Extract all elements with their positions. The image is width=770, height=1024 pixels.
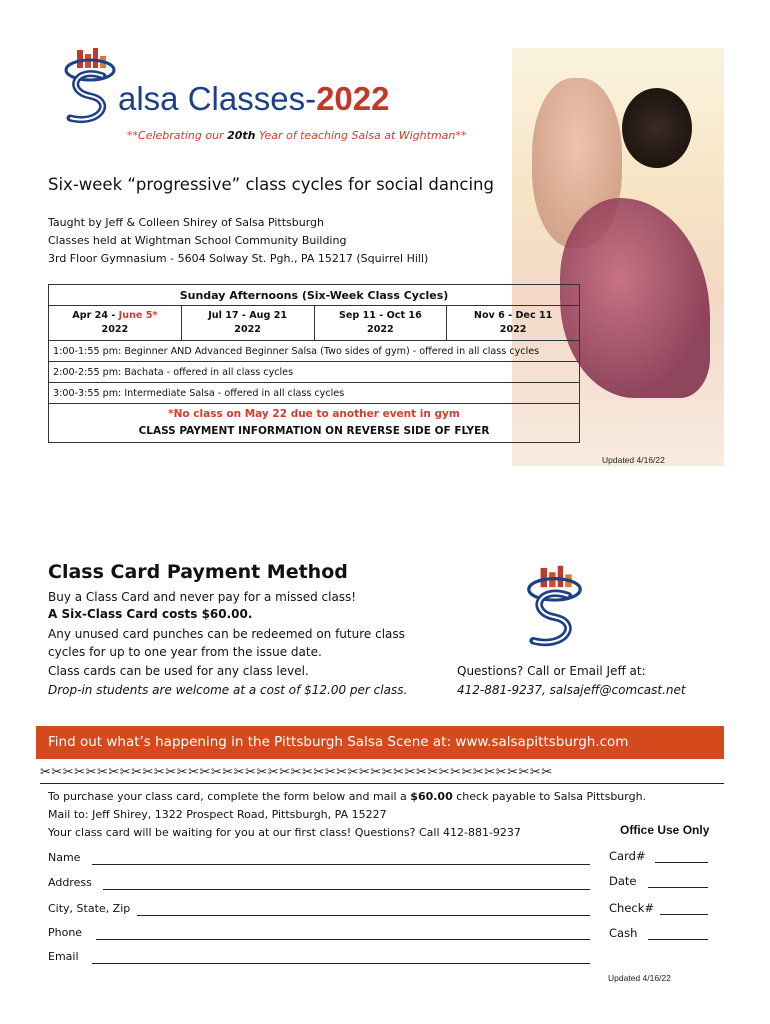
schedule-table: [48, 284, 580, 443]
office-date-field[interactable]: [648, 887, 708, 888]
cycle-1: [49, 306, 182, 341]
dancer-hair: [622, 88, 692, 168]
address-label: Address: [48, 876, 92, 889]
schedule-notes: [49, 404, 580, 443]
cycle-3-year: 2022: [367, 324, 394, 335]
name-label: Name: [48, 851, 81, 864]
cut-line-scissors: ✂✂✂✂✂✂✂✂✂✂✂✂✂✂✂✂✂✂✂✂✂✂✂✂✂✂✂✂✂✂✂✂✂✂✂✂✂✂✂✂✂✂✂✂✂: [40, 765, 724, 784]
class-card-line-2: A Six-Class Card costs $60.00.: [48, 607, 253, 621]
questions-label: Questions? Call or Email Jeff at:: [457, 664, 646, 678]
schedule-row-intermediate: 3:00-3:55 pm: Intermediate Salsa - offered in all class cycles: [49, 383, 580, 404]
info-line-address: 3rd Floor Gymnasium - 5604 Solway St. Pgh., PA 15217 (Squirrel Hill): [48, 252, 429, 265]
updated-date-top: Updated 4/16/22: [602, 455, 665, 465]
dancer-dress: [560, 198, 710, 398]
subheading: Six-week “progressive” class cycles for social dancing: [48, 175, 494, 194]
city-state-zip-label: City, State, Zip: [48, 902, 131, 915]
city-state-zip-field[interactable]: [137, 915, 590, 916]
email-label: Email: [48, 950, 79, 963]
class-card-line-5: Class cards can be used for any class level.: [48, 664, 309, 678]
contact-info: 412-881-9237, salsajeff@comcast.net: [457, 683, 686, 697]
cycle-4-dates: Nov 6 - Dec 11: [473, 310, 553, 321]
phone-label: Phone: [48, 926, 83, 939]
office-card-label: Card#: [609, 849, 646, 863]
phone-field[interactable]: [96, 939, 590, 940]
office-date-label: Date: [609, 874, 637, 888]
form-instruction-1: [48, 790, 646, 803]
class-card-line-3: Any unused card punches can be redeemed on future class: [48, 627, 405, 641]
page-title: [118, 80, 390, 118]
cycle-4-year: 2022: [499, 324, 527, 335]
office-cash-label: Cash: [609, 926, 638, 940]
cycle-2-year: 2022: [234, 324, 261, 335]
address-field[interactable]: [103, 889, 590, 890]
form-instruction-3: Your class card will be waiting for you at our first class! Questions? Call 412-881-9237: [48, 826, 521, 839]
name-field[interactable]: [92, 864, 590, 865]
cycle-4: [447, 306, 580, 341]
updated-date-bottom: Updated 4/16/22: [608, 973, 671, 983]
cycle-2: [181, 306, 314, 341]
email-field[interactable]: [92, 963, 590, 964]
info-line-teachers: Taught by Jeff & Colleen Shirey of Salsa Pittsburgh: [48, 216, 325, 229]
cycle-2-dates: Jul 17 - Aug 21: [208, 310, 288, 321]
celebrate-post: Year of teaching Salsa at Wightman**: [255, 129, 467, 142]
no-class-note: *No class on May 22 due to another event in gym: [168, 408, 460, 420]
office-check-field[interactable]: [660, 914, 708, 915]
schedule-heading: Sunday Afternoons (Six-Week Class Cycles): [49, 285, 580, 306]
instr1-post: check payable to Salsa Pittsburgh.: [452, 790, 647, 803]
office-cash-field[interactable]: [648, 939, 708, 940]
office-use-heading: Office Use Only: [620, 823, 710, 837]
class-card-line-6: Drop-in students are welcome at a cost of $12.00 per class.: [48, 683, 408, 697]
instr1-pre: To purchase your class card, complete the form below and mail a: [48, 790, 411, 803]
instr1-amount: $60.00: [410, 790, 453, 803]
payment-note: CLASS PAYMENT INFORMATION ON REVERSE SIDE OF FLYER: [138, 425, 490, 437]
celebrate-bold: 20th: [227, 129, 256, 142]
office-card-field[interactable]: [655, 862, 708, 863]
title-year: 2022: [316, 80, 390, 117]
cycle-1-year: 2022: [101, 324, 129, 335]
salsa-pittsburgh-logo-small: [517, 559, 592, 654]
title-prefix: alsa Classes-: [118, 80, 317, 117]
class-card-line-1: Buy a Class Card and never pay for a missed class!: [48, 590, 357, 604]
class-card-heading: Class Card Payment Method: [48, 561, 348, 583]
info-line-location: Classes held at Wightman School Community Building: [48, 234, 347, 247]
cycle-3-dates: Sep 11 - Oct 16: [338, 310, 422, 321]
website-banner[interactable]: Find out what’s happening in the Pittsburgh Salsa Scene at: www.salsapittsburgh.com: [36, 726, 724, 759]
celebration-note: [127, 129, 466, 142]
schedule-row-salsa: 1:00-1:55 pm: Beginner AND Advanced Beginner Salsa (Two sides of gym) - offered in all class cycles: [49, 341, 580, 362]
form-instruction-2: Mail to: Jeff Shirey, 1322 Prospect Road, Pittsburgh, PA 15227: [48, 808, 387, 821]
cycle-1-start: Apr 24 -: [72, 310, 119, 321]
schedule-row-bachata: 2:00-2:55 pm: Bachata - offered in all class cycles: [49, 362, 580, 383]
class-card-line-4: cycles for up to one year from the issue date.: [48, 645, 322, 659]
celebrate-pre: **Celebrating our: [127, 129, 228, 142]
salsa-pittsburgh-logo: [55, 46, 125, 126]
cycle-3: [314, 306, 447, 341]
cycle-1-end: June 5*: [118, 310, 158, 321]
office-check-label: Check#: [609, 901, 655, 915]
